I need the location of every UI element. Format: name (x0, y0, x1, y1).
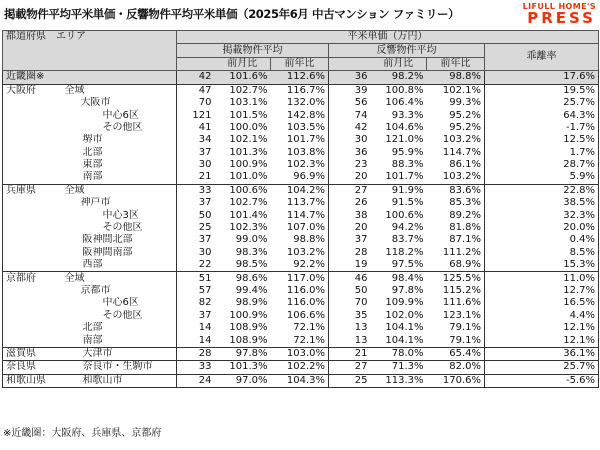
listed-value: 51 (177, 272, 215, 285)
table-row (3, 209, 599, 221)
gap-rate: 22.8% (485, 184, 599, 197)
listed-yoy: 92.2% (271, 259, 329, 272)
response-yoy: 89.2% (427, 209, 485, 221)
listed-value: 14 (177, 334, 215, 347)
response-value: 37 (354, 234, 368, 246)
listed-value: 37 (177, 197, 215, 209)
table-row (3, 234, 599, 246)
row-pref: 滋賀県 (3, 347, 65, 360)
row-area: 中心6区 (102, 109, 139, 121)
listed-value: 37 (177, 234, 215, 246)
listed-mom: 108.9% (229, 322, 268, 334)
response-mom: 94.2% (391, 222, 424, 234)
logo-line1: LIFULL HOME'S (522, 2, 596, 11)
listed-mom: 102.7% (229, 197, 268, 209)
response-value: 36 (354, 146, 368, 158)
listed-yoy: 101.7% (271, 134, 329, 146)
gap-rate: 12.1% (485, 334, 599, 347)
response-mom: 113.3% (371, 374, 427, 387)
listed-yoy: 106.6% (271, 310, 329, 322)
table-row (3, 97, 599, 109)
listed-mom: 101.3% (229, 146, 268, 158)
row-area: 南部 (82, 171, 103, 183)
listed-yoy: 116.7% (271, 84, 329, 97)
listed-mom: 98.5% (235, 259, 268, 271)
row-area: 全域 (65, 272, 177, 285)
response-mom: 97.8% (391, 285, 424, 296)
table-row (3, 197, 599, 209)
row-area: 西部 (82, 259, 103, 271)
response-yoy: 85.3% (427, 197, 485, 209)
response-yoy: 82.0% (427, 361, 485, 374)
response-value: 27 (329, 361, 371, 374)
row-area: 阪神間南部 (82, 246, 133, 258)
listed-mom: 98.9% (235, 297, 268, 309)
table-row (3, 347, 599, 360)
brand-logo (484, 2, 596, 25)
row-area: 神戸市 (80, 197, 111, 209)
gap-rate: 20.0% (485, 222, 599, 234)
listed-mom: 98.6% (215, 272, 271, 285)
listed-yoy: 96.9% (271, 171, 329, 184)
listed-mom: 101.6% (215, 71, 271, 84)
response-mom: 102.0% (385, 309, 424, 321)
row-area: その他区 (102, 121, 143, 133)
response-value: 27 (329, 184, 371, 197)
response-value: 23 (354, 159, 368, 171)
listed-value: 34 (177, 134, 215, 146)
response-value: 19 (354, 259, 368, 271)
row-pref: 近畿圏※ (3, 71, 177, 84)
listed-value: 121 (177, 109, 215, 121)
listed-mom: 102.1% (229, 134, 268, 146)
table-row (3, 310, 599, 322)
logo-line2: PRESS (527, 9, 596, 27)
listed-mom: 108.9% (229, 334, 268, 346)
listed-value: 21 (177, 171, 215, 184)
row-pref (3, 334, 65, 347)
response-mom: 78.0% (371, 347, 427, 360)
response-mom: 91.9% (371, 184, 427, 197)
response-mom: 71.3% (371, 361, 427, 374)
listed-yoy: 132.0% (271, 97, 329, 109)
page-title: 掲載物件平均平米単価・反響物件平均平米単価（2025年6月 中古マンション ファミリー） (4, 7, 460, 21)
listed-yoy: 116.0% (271, 297, 329, 309)
header-response-yoy: 前年比 (427, 57, 485, 70)
listed-mom: 97.8% (215, 347, 271, 360)
row-pref (3, 109, 65, 121)
row-pref (3, 122, 65, 134)
response-value: 46 (329, 272, 371, 285)
response-mom: 104.6% (385, 121, 424, 133)
row-area: 北部 (82, 146, 103, 158)
listed-value: 33 (177, 184, 215, 197)
response-yoy: 102.1% (427, 84, 485, 97)
listed-yoy: 104.3% (271, 374, 329, 387)
table-row (3, 334, 599, 347)
response-mom: 109.9% (385, 297, 424, 309)
row-area: 東部 (82, 159, 103, 171)
listed-mom: 97.0% (215, 374, 271, 387)
listed-mom: 101.5% (229, 109, 268, 121)
table-row (3, 297, 599, 309)
row-area: 中心6区 (102, 297, 139, 309)
listed-mom: 100.0% (229, 121, 268, 133)
listed-mom: 101.3% (215, 361, 271, 374)
response-value: 13 (354, 334, 368, 346)
listed-yoy: 98.8% (271, 234, 329, 246)
gap-rate: 5.9% (485, 171, 599, 184)
response-mom: 104.1% (385, 334, 424, 346)
table-row (3, 134, 599, 146)
row-pref (3, 147, 65, 159)
gap-rate: 16.5% (485, 297, 599, 309)
listed-value: 57 (177, 285, 215, 297)
gap-rate: 64.3% (485, 109, 599, 121)
gap-rate: 15.3% (485, 259, 599, 272)
gap-rate: 28.7% (485, 159, 599, 171)
row-pref: 奈良県 (3, 361, 65, 374)
listed-yoy: 107.0% (271, 222, 329, 234)
row-pref (3, 247, 65, 259)
gap-rate: 12.7% (485, 285, 599, 297)
gap-rate: 8.5% (485, 247, 599, 259)
table-row (3, 109, 599, 121)
response-mom: 100.8% (371, 84, 427, 97)
response-yoy: 79.1% (427, 322, 485, 334)
listed-mom: 101.4% (229, 209, 268, 221)
listed-yoy: 116.0% (271, 285, 329, 297)
gap-rate: 0.4% (485, 234, 599, 246)
listed-yoy: 102.3% (271, 159, 329, 171)
row-area: 和歌山市 (65, 374, 177, 387)
listed-yoy: 117.0% (271, 272, 329, 285)
row-area: その他区 (102, 222, 143, 234)
listed-yoy: 72.1% (271, 334, 329, 347)
gap-rate: 25.7% (485, 97, 599, 109)
listed-value: 22 (177, 259, 215, 272)
gap-rate: 38.5% (485, 197, 599, 209)
table-row (3, 272, 599, 285)
table-row (3, 222, 599, 234)
response-yoy: 79.1% (427, 334, 485, 347)
listed-mom: 99.0% (235, 234, 268, 246)
table-row (3, 374, 599, 387)
response-value: 39 (329, 84, 371, 97)
gap-rate: 12.5% (485, 134, 599, 146)
listed-yoy: 114.7% (271, 209, 329, 221)
header-response-mom: 前月比 (371, 57, 427, 70)
listed-value: 24 (177, 374, 215, 387)
response-yoy: 81.8% (427, 222, 485, 234)
response-mom: 98.2% (371, 71, 427, 84)
listed-value: 37 (177, 310, 215, 322)
listed-mom: 98.3% (235, 246, 268, 258)
listed-yoy: 142.8% (271, 109, 329, 121)
listed-yoy: 72.1% (271, 322, 329, 334)
response-yoy: 103.2% (427, 134, 485, 146)
gap-rate: -5.6% (485, 374, 599, 387)
row-area: 京都市 (80, 285, 111, 296)
header-row-1 (3, 31, 599, 44)
listed-value: 50 (177, 209, 215, 221)
response-yoy: 125.5% (427, 272, 485, 285)
response-yoy: 98.8% (427, 71, 485, 84)
footnote: ※近畿圏：大阪府、兵庫県、京都府 (3, 428, 162, 439)
header-listed-mom: 前月比 (215, 57, 271, 70)
header-area: 都道府県 エリア (3, 31, 177, 71)
row-pref (3, 222, 65, 234)
response-value: 30 (354, 134, 368, 146)
listed-yoy: 103.0% (271, 347, 329, 360)
table-row (3, 259, 599, 272)
response-value: 20 (354, 222, 368, 234)
row-area: 堺市 (82, 134, 103, 146)
row-area: 大津市 (65, 347, 177, 360)
row-area: 大阪市 (80, 97, 111, 109)
gap-rate: 32.3% (485, 209, 599, 221)
row-area: その他区 (102, 309, 143, 321)
response-mom: 95.9% (391, 146, 424, 158)
row-pref: 大阪府 (3, 84, 65, 97)
row-pref (3, 285, 65, 297)
row-pref (3, 259, 65, 272)
response-value: 42 (354, 121, 368, 133)
row-pref: 和歌山県 (3, 374, 65, 387)
response-value: 74 (354, 109, 368, 121)
listed-mom: 99.4% (235, 285, 268, 296)
row-area: 全域 (65, 184, 177, 197)
listed-value: 30 (177, 159, 215, 171)
row-pref (3, 197, 65, 209)
response-mom: 93.3% (391, 109, 424, 121)
response-mom: 83.7% (391, 234, 424, 246)
response-mom: 118.2% (385, 246, 424, 258)
response-value: 35 (354, 309, 368, 321)
response-mom: 104.1% (385, 322, 424, 334)
table-row (3, 71, 599, 84)
response-yoy: 86.1% (427, 159, 485, 171)
response-yoy: 65.4% (427, 347, 485, 360)
response-value: 25 (329, 374, 371, 387)
row-area: 南部 (82, 334, 103, 346)
table-row (3, 171, 599, 184)
row-pref (3, 209, 65, 221)
listed-mom: 102.7% (215, 84, 271, 97)
listed-value: 33 (177, 361, 215, 374)
table-row (3, 361, 599, 374)
listed-value: 41 (177, 122, 215, 134)
gap-rate: -1.7% (485, 122, 599, 134)
gap-rate: 12.1% (485, 322, 599, 334)
response-yoy: 95.2% (427, 122, 485, 134)
listed-yoy: 112.6% (271, 71, 329, 84)
gap-rate: 36.1% (485, 347, 599, 360)
response-yoy: 115.2% (427, 285, 485, 297)
listed-mom: 100.9% (229, 309, 268, 321)
response-value: 26 (354, 197, 368, 209)
response-value: 38 (354, 209, 368, 221)
header-gap: 乖離率 (485, 44, 599, 71)
listed-mom: 100.9% (229, 159, 268, 171)
response-yoy: 111.2% (427, 247, 485, 259)
response-value: 20 (354, 171, 368, 183)
listed-yoy: 104.2% (271, 184, 329, 197)
response-yoy: 170.6% (427, 374, 485, 387)
response-yoy: 114.7% (427, 147, 485, 159)
response-value: 36 (329, 71, 371, 84)
listed-value: 47 (177, 84, 215, 97)
listed-yoy: 103.2% (271, 247, 329, 259)
table-row (3, 285, 599, 297)
response-mom: 98.4% (371, 272, 427, 285)
row-area: 中心3区 (102, 209, 139, 221)
response-value: 56 (354, 97, 368, 109)
response-yoy: 87.1% (427, 234, 485, 246)
response-mom: 121.0% (385, 134, 424, 146)
listed-value: 42 (177, 71, 215, 84)
row-pref (3, 159, 65, 171)
listed-mom: 103.1% (229, 97, 268, 109)
price-table (2, 30, 599, 388)
table-row (3, 322, 599, 334)
response-yoy: 123.1% (427, 310, 485, 322)
listed-value: 37 (177, 147, 215, 159)
table-row (3, 147, 599, 159)
listed-yoy: 113.7% (271, 197, 329, 209)
listed-value: 28 (177, 347, 215, 360)
response-mom: 97.5% (391, 259, 424, 271)
header-listed: 掲載物件平均 (177, 44, 329, 57)
response-mom: 88.3% (391, 159, 424, 171)
listed-value: 70 (177, 97, 215, 109)
listed-value: 25 (177, 222, 215, 234)
response-yoy: 111.6% (427, 297, 485, 309)
listed-yoy: 103.8% (271, 147, 329, 159)
row-area: 北部 (82, 322, 103, 334)
row-pref (3, 134, 65, 146)
response-mom: 101.7% (385, 171, 424, 183)
row-area: 全域 (65, 84, 177, 97)
table-row (3, 84, 599, 97)
response-yoy: 68.9% (427, 259, 485, 272)
row-area: 奈良市・生駒市 (65, 361, 177, 374)
response-mom: 106.4% (385, 97, 424, 109)
table-row (3, 122, 599, 134)
row-pref: 京都府 (3, 272, 65, 285)
row-pref: 兵庫県 (3, 184, 65, 197)
row-pref (3, 322, 65, 334)
response-value: 21 (329, 347, 371, 360)
listed-mom: 100.6% (215, 184, 271, 197)
listed-yoy: 102.2% (271, 361, 329, 374)
gap-rate: 1.7% (485, 147, 599, 159)
row-pref (3, 297, 65, 309)
gap-rate: 4.4% (485, 310, 599, 322)
listed-value: 30 (177, 247, 215, 259)
row-pref (3, 97, 65, 109)
gap-rate: 11.0% (485, 272, 599, 285)
table-row (3, 184, 599, 197)
listed-mom: 102.3% (229, 222, 268, 234)
table-row (3, 159, 599, 171)
gap-rate: 17.6% (485, 71, 599, 84)
listed-mom: 101.0% (229, 171, 268, 183)
gap-rate: 19.5% (485, 84, 599, 97)
listed-yoy: 103.5% (271, 122, 329, 134)
listed-value: 82 (177, 297, 215, 309)
response-yoy: 83.6% (427, 184, 485, 197)
header-listed-yoy: 前年比 (271, 57, 329, 70)
response-value: 13 (354, 322, 368, 334)
response-mom: 100.6% (385, 209, 424, 221)
gap-rate: 25.7% (485, 361, 599, 374)
row-pref (3, 234, 65, 246)
row-pref (3, 310, 65, 322)
response-yoy: 95.2% (427, 109, 485, 121)
listed-value: 14 (177, 322, 215, 334)
response-yoy: 99.3% (427, 97, 485, 109)
table-row (3, 247, 599, 259)
response-yoy: 103.2% (427, 171, 485, 184)
response-value: 50 (354, 285, 368, 296)
response-value: 28 (354, 246, 368, 258)
response-value: 70 (354, 297, 368, 309)
row-area: 阪神間北部 (82, 234, 133, 246)
header-group: 平米単価（万円） (177, 31, 599, 44)
response-mom: 91.5% (391, 197, 424, 209)
header-response: 反響物件平均 (329, 44, 485, 57)
row-pref (3, 171, 65, 184)
